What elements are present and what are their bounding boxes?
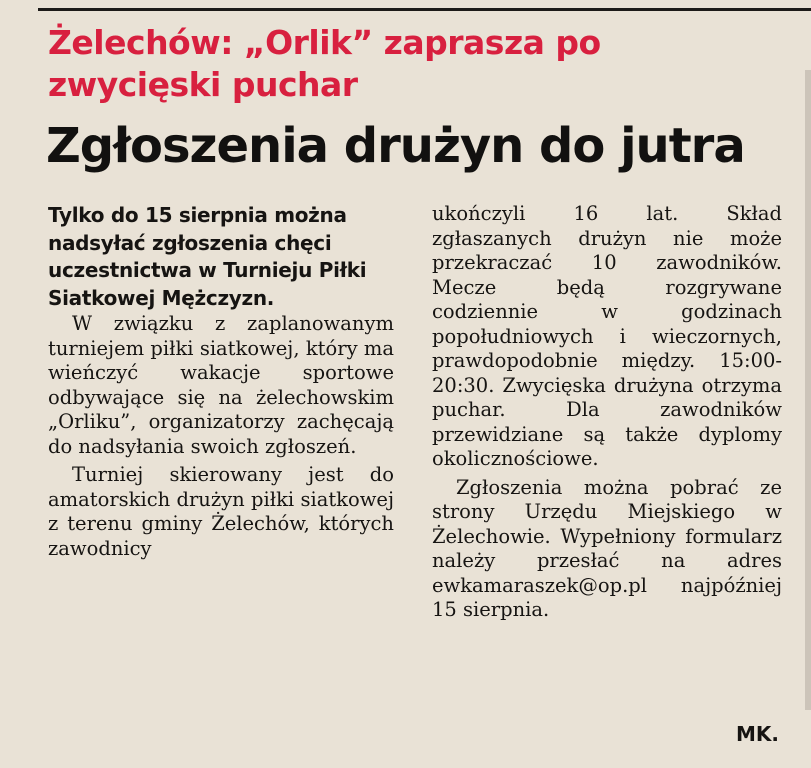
article-column-left bbox=[48, 202, 394, 561]
author-signature: MK. bbox=[736, 722, 779, 746]
article-paragraph-4: Zgłoszenia można pobrać ze strony Urzędu Miejskiego w Żelechowie. Wypełniony formularz należy przesłać na adres ewkamaraszek@op.pl najpóźniej 15 sierpnia. bbox=[432, 475, 782, 621]
page-edge-shadow bbox=[805, 70, 811, 710]
article-lead: Tylko do 15 sierpnia można nadsyłać zgłoszenia chęci uczestnictwa w Turnieju Piłki Siatkowej Mężczyzn. bbox=[48, 203, 367, 310]
article-paragraph-3: ukończyli 16 lat. Skład zgłaszanych drużyn nie może przekraczać 10 zawodników. Mecze będą rozgrywane codziennie w godzinach popołudniowych i wieczornych, prawdopodobnie między. 15:00-20:30. Zwycięska drużyna otrzyma puchar. Dla zawodników przewidziane są także dyplomy okolicznościowe. bbox=[432, 202, 782, 470]
article-kicker: Żelechów: „Orlik” zaprasza po zwycięski puchar bbox=[48, 23, 601, 104]
article-headline: Zgłoszenia drużyn do jutra bbox=[46, 118, 745, 174]
top-rule bbox=[38, 8, 811, 11]
article-column-right bbox=[432, 202, 782, 623]
article-paragraph-2: Turniej skierowany jest do amatorskich drużyn piłki siatkowej z terenu gminy Żelechów, których zawodnicy bbox=[48, 463, 394, 560]
article-paragraph-1: W związku z zaplanowanym turniejem piłki siatkowej, który ma wieńczyć wakacje sportowe odbywające się na żelechowskim „Orliku”, organizatorzy zachęcają do nadsyłania swoich zgłoszeń. bbox=[48, 312, 394, 458]
